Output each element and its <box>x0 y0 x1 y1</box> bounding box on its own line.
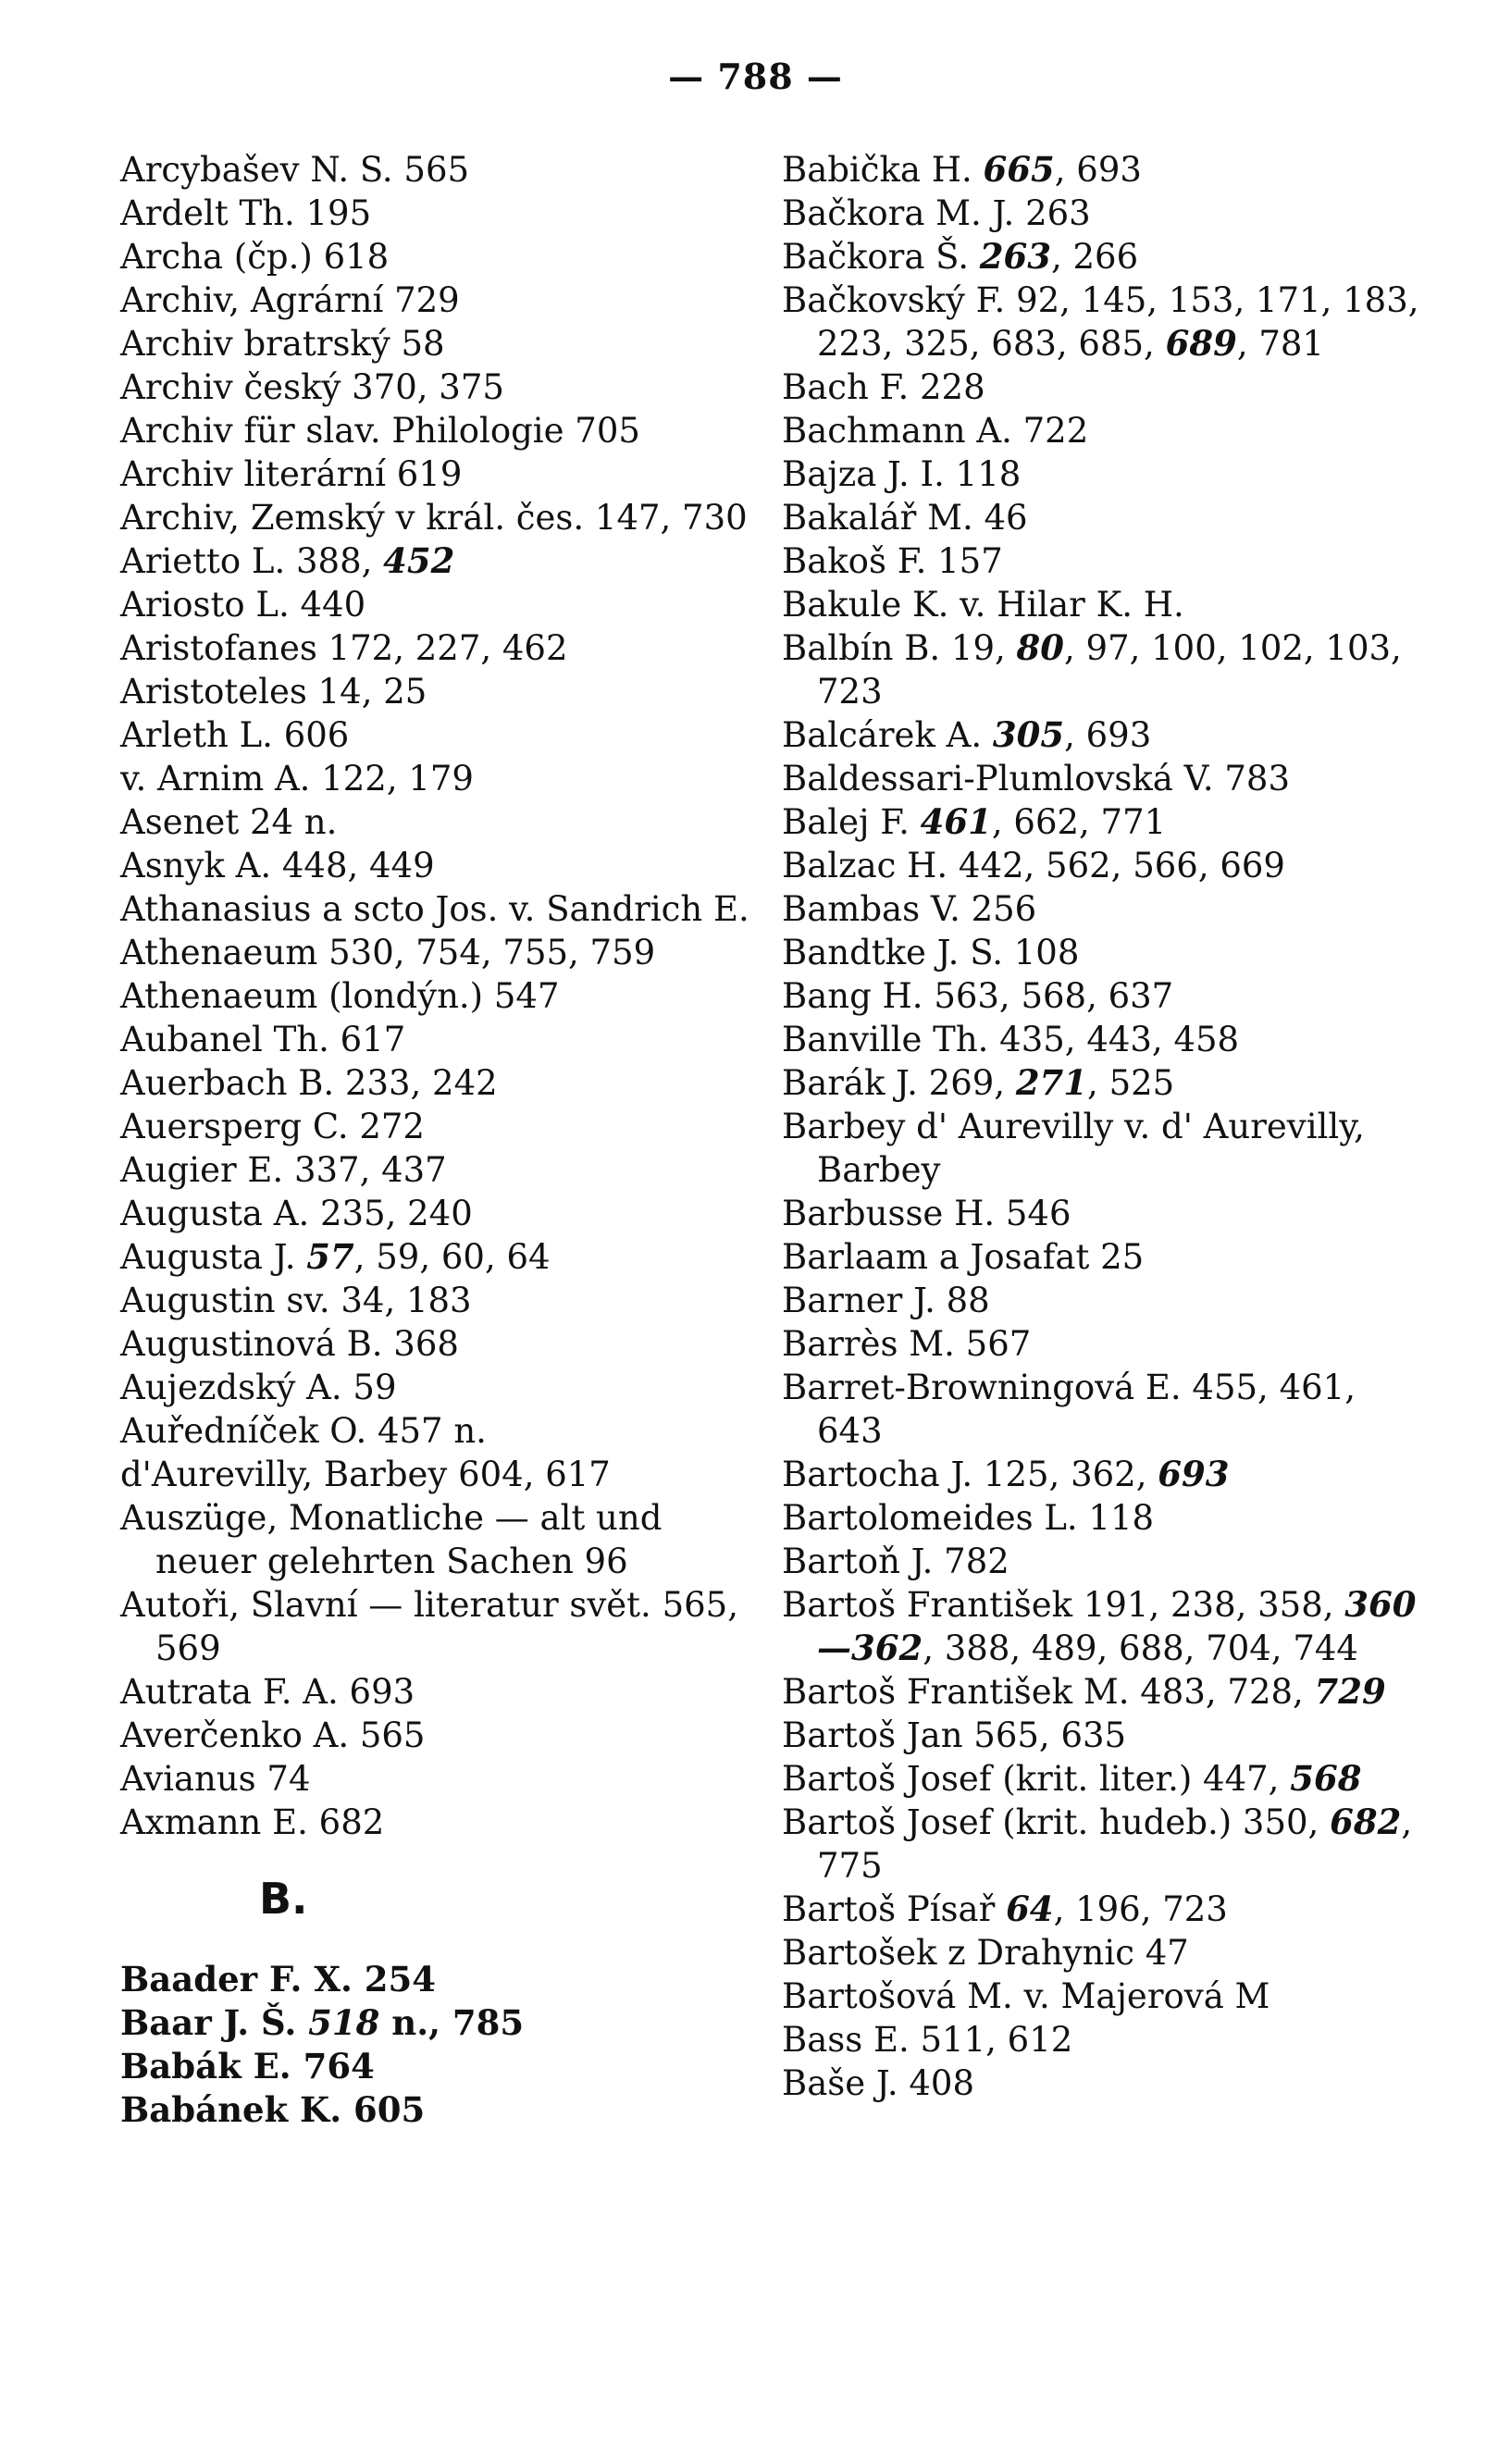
index-entry: Bambas V. 256 <box>782 889 1037 929</box>
index-entry: Arietto L. 388, 452 <box>120 540 455 581</box>
index-entry: Avianus 74 <box>120 1759 311 1799</box>
index-entry: Archiv, Zemský v král. čes. 147, 730 <box>120 498 748 538</box>
index-entry: Augusta J. 57, 59, 60, 64 <box>120 1236 551 1277</box>
index-entry: Bach F. 228 <box>782 367 985 407</box>
index-entry: Augier E. 337, 437 <box>120 1150 447 1190</box>
index-entry: Bačkora M. J. 263 <box>782 193 1091 233</box>
index-entry: Bass E. 511, 612 <box>782 2020 1073 2060</box>
index-entry: Barbusse H. 546 <box>782 1194 1071 1233</box>
index-entry: Bartoš Josef (krit. liter.) 447, 568 <box>782 1758 1362 1799</box>
index-entry: Bartoš Jan 565, 635 <box>782 1715 1127 1755</box>
index-entry: Balej F. 461, 662, 771 <box>782 801 1167 842</box>
index-entry: Athenaeum (londýn.) 547 <box>120 976 560 1016</box>
index-entry: Bartoš František 191, 238, 358, 360—362, 388, 489, 688, 704, 744 <box>782 1584 1417 1668</box>
index-entry: Augustin sv. 34, 183 <box>120 1281 472 1320</box>
index-entry: Bajza J. I. 118 <box>782 454 1022 494</box>
index-entry: Barner J. 88 <box>782 1281 990 1320</box>
index-entry: Axmann E. 682 <box>120 1802 385 1842</box>
index-entry: Archiv, Agrární 729 <box>120 280 460 320</box>
index-entry: Bartolomeides L. 118 <box>782 1498 1155 1538</box>
index-entry: Auersperg C. 272 <box>120 1107 425 1146</box>
index-entry: Averčenko A. 565 <box>120 1715 426 1755</box>
index-entry: Baar J. Š. 518 n., 785 <box>120 2002 525 2043</box>
index-entry: Archiv český 370, 375 <box>120 367 504 407</box>
index-entry: Baldessari-Plumlovská V. 783 <box>782 759 1291 799</box>
index-entry: Bartoň J. 782 <box>782 1542 1009 1581</box>
index-entry: Bakule K. v. Hilar K. H. <box>782 585 1184 625</box>
index-entry: Bartocha J. 125, 362, 693 <box>782 1454 1230 1494</box>
index-entry: Ardelt Th. 195 <box>120 193 372 233</box>
index-entry: Balbín B. 19, 80, 97, 100, 102, 103, 723 <box>782 627 1402 712</box>
index-entry: Archiv literární 619 <box>120 454 463 494</box>
index-column-right <box>782 148 1420 2105</box>
index-entry: Auerbach B. 233, 242 <box>120 1063 498 1103</box>
index-entry: Barák J. 269, 271, 525 <box>782 1062 1175 1103</box>
index-entry: Bačkora Š. 263, 266 <box>782 236 1139 277</box>
index-entry: Auředníček O. 457 n. <box>120 1411 487 1451</box>
index-entry: Asenet 24 n. <box>120 802 338 842</box>
index-entry: Autrata F. A. 693 <box>120 1672 415 1712</box>
index-entry: Barbey d' Aurevilly v. d' Aurevilly, Barbey <box>782 1107 1365 1190</box>
index-entry: Bachmann A. 722 <box>782 411 1089 451</box>
index-entry: Autoři, Slavní — literatur svět. 565, 569 <box>120 1585 738 1668</box>
index-entry: Arleth L. 606 <box>120 715 350 755</box>
index-column-left <box>120 148 749 2132</box>
index-entry: Balcárek A. 305, 693 <box>782 714 1152 755</box>
index-entry: Athanasius a scto Jos. v. Sandrich E. <box>120 889 749 929</box>
index-entry: Barrès M. 567 <box>782 1324 1032 1364</box>
index-entry: Bartošová M. v. Majerová M <box>782 1976 1270 2016</box>
index-entry: Babák E. 764 <box>120 2046 375 2086</box>
index-entry: Augusta A. 235, 240 <box>120 1194 473 1233</box>
index-entry: Baše J. 408 <box>782 2063 974 2103</box>
index-entry: Balzac H. 442, 562, 566, 669 <box>782 846 1285 885</box>
index-entry: Archiv für slav. Philologie 705 <box>120 411 640 451</box>
index-entry: Bartoš Josef (krit. hudeb.) 350, 682, 775 <box>782 1802 1413 1886</box>
index-entry: Bandtke J. S. 108 <box>782 933 1080 972</box>
index-entry: Bakoš F. 157 <box>782 541 1003 581</box>
index-entry: Augustinová B. 368 <box>120 1324 459 1364</box>
section-letter: B. <box>259 1874 308 1924</box>
index-entry: Archa (čp.) 618 <box>120 237 390 277</box>
index-entry: Archiv bratrský 58 <box>120 324 445 364</box>
index-entry: Barlaam a Josafat 25 <box>782 1237 1145 1277</box>
index-entry: v. Arnim A. 122, 179 <box>120 759 474 799</box>
index-entry: Barret-Browningová E. 455, 461, 643 <box>782 1368 1356 1451</box>
index-entry: Arcybašev N. S. 565 <box>120 150 470 190</box>
page-number: — 788 — <box>668 56 843 97</box>
index-entry: Athenaeum 530, 754, 755, 759 <box>120 933 656 972</box>
index-entry: Asnyk A. 448, 449 <box>120 846 435 885</box>
index-entry: Baader F. X. 254 <box>120 1959 437 2000</box>
index-entry: Bakalář M. 46 <box>782 498 1028 538</box>
index-entry: Bang H. 563, 568, 637 <box>782 976 1174 1016</box>
index-entry: Bartoš Písař 64, 196, 723 <box>782 1888 1228 1929</box>
index-entry: Aubanel Th. 617 <box>120 1020 406 1059</box>
index-entry: Bačkovský F. 92, 145, 153, 171, 183, 223, 325, 683, 685, 689, 781 <box>782 280 1419 364</box>
index-entry: Aujezdský A. 59 <box>120 1368 397 1407</box>
index-entry: Babánek K. 605 <box>120 2089 426 2130</box>
index-entry: Bartoš František M. 483, 728, 729 <box>782 1671 1386 1712</box>
index-entry: d'Aurevilly, Barbey 604, 617 <box>120 1455 611 1494</box>
index-entry: Aristoteles 14, 25 <box>120 672 427 712</box>
index-entry: Babička H. 665, 693 <box>782 149 1142 190</box>
index-entry: Auszüge, Monatliche — alt und neuer gelehrten Sachen 96 <box>120 1498 663 1581</box>
index-entry: Aristofanes 172, 227, 462 <box>120 628 568 668</box>
index-entry: Bartošek z Drahynic 47 <box>782 1933 1189 1973</box>
index-entry: Ariosto L. 440 <box>120 585 366 625</box>
index-entry: Banville Th. 435, 443, 458 <box>782 1020 1240 1059</box>
